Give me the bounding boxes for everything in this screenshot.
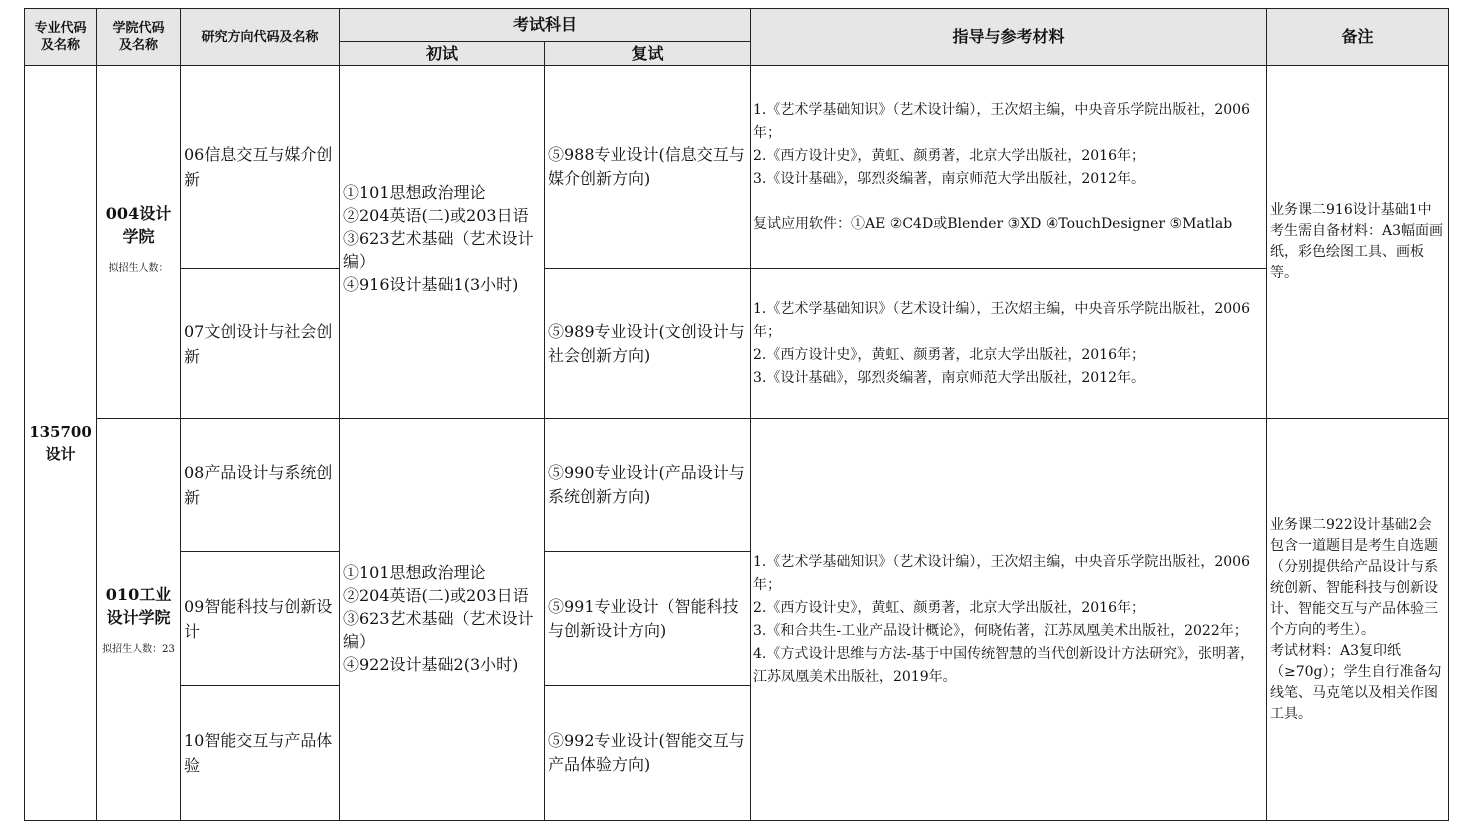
note-cell: 业务课二922设计基础2会包含一道题目是考生自选题（分别提供给产品设计与系统创新、智能科技与创新设计、智能交互与产品体验三个方向的考生）。 考试材料：A3复印纸（≥70g）；学生自行准备勾线笔、马克笔以及相关作图工具。	[1267, 419, 1449, 821]
reference-materials: 1.《艺术学基础知识》（艺术设计编），王次炤主编，中央音乐学院出版社，2006年； 2.《西方设计史》，黄虹、颜勇著，北京大学出版社，2016年； 3.《设计基础》，邬烈炎编著，南京师范大学出版社，2012年。	[751, 269, 1267, 419]
direction-cell: 10智能交互与产品体验	[181, 686, 340, 821]
retest-subject: ⑤991专业设计（智能科技与创新设计方向)	[545, 552, 751, 686]
header-notes: 备注	[1267, 9, 1449, 66]
retest-subject: ⑤989专业设计(文创设计与社会创新方向)	[545, 269, 751, 419]
retest-subject: ⑤988专业设计(信息交互与媒介创新方向)	[545, 66, 751, 269]
software-note: 复试应用软件：①AE ②C4D或Blender ③XD ④TouchDesigner ⑤Matlab	[753, 215, 1233, 232]
note-cell: 业务课二916设计基础1中考生需自备材料：A3幅面画纸，彩色绘图工具、画板等。	[1267, 66, 1449, 419]
direction-cell: 06信息交互与媒介创新	[181, 66, 340, 269]
major-cell: 135700 设计	[25, 66, 97, 821]
header-major-code: 专业代码 及名称	[25, 9, 97, 66]
college-cell: 010工业 设计学院 拟招生人数：23	[97, 419, 181, 821]
quota-label: 拟招生人数：23	[102, 644, 175, 655]
header-retest: 复试	[545, 42, 751, 66]
quota-label: 拟招生人数：	[108, 263, 169, 274]
direction-cell: 09智能科技与创新设计	[181, 552, 340, 686]
retest-subject: ⑤990专业设计(产品设计与系统创新方向)	[545, 419, 751, 552]
direction-cell: 08产品设计与系统创新	[181, 419, 340, 552]
header-references: 指导与参考材料	[751, 9, 1267, 66]
reference-materials: 1.《艺术学基础知识》（艺术设计编），王次炤主编，中央音乐学院出版社，2006年； 2.《西方设计史》，黄虹、颜勇著，北京大学出版社，2016年； 3.《和合共生-工业产品设计概论》，何晓佑著，江苏凤凰美术出版社，2022年； 4.《方式设计思维与方法-基于中国传统智慧的当代创新设计方法研究》，张明著，江苏凤凰美术出版社，2019年。	[751, 419, 1267, 821]
header-preliminary: 初试	[340, 42, 545, 66]
header-direction: 研究方向代码及名称	[181, 9, 340, 66]
reference-materials: 1.《艺术学基础知识》（艺术设计编），王次炤主编，中央音乐学院出版社，2006年； 2.《西方设计史》，黄虹、颜勇著，北京大学出版社，2016年； 3.《设计基础》，邬烈炎编著，南京师范大学出版社，2012年。 复试应用软件：①AE ②C4D或Blender ③XD ④TouchDesigner ⑤Matlab	[751, 66, 1267, 269]
header-college-code: 学院代码 及名称	[97, 9, 181, 66]
preliminary-subjects: ①101思想政治理论 ②204英语(二)或203日语 ③623艺术基础（艺术设计编） ④916设计基础1(3小时)	[340, 66, 545, 419]
retest-subject: ⑤992专业设计(智能交互与产品体验方向)	[545, 686, 751, 821]
header-exam-subjects: 考试科目	[340, 9, 751, 42]
college-cell: 004设计 学院 拟招生人数：	[97, 66, 181, 419]
admission-table	[24, 8, 1449, 821]
direction-cell: 07文创设计与社会创新	[181, 269, 340, 419]
preliminary-subjects: ①101思想政治理论 ②204英语(二)或203日语 ③623艺术基础（艺术设计编） ④922设计基础2(3小时)	[340, 419, 545, 821]
